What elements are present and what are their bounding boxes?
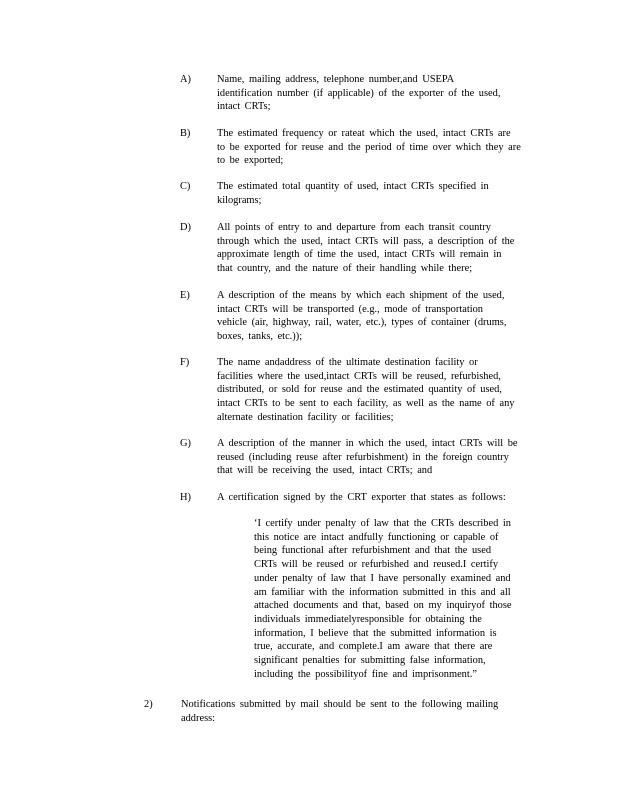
list-item-e — [180, 289, 545, 344]
list-item-c — [180, 180, 545, 207]
list-item-g — [180, 437, 545, 478]
item-text: Name, mailing address, telephone number,and USEPA identification number (if applicable) of the exporter of the used, intact CRTs; — [217, 74, 501, 113]
item-label: C) — [180, 181, 191, 192]
certification-quote: ‘I certify under penalty of law that the CRTs described in this notice are intact andfully functioning or capable of being functional after refurbishment and that the used CRTs will be reused or refurbished and reused.I certify under penalty of law that I have personally examined and am familiar with the information submitted in this and all attached documents and that, based on my inquiryof those individuals immediatelyresponsible for obtaining the information, I believe that the submitted information is true, accurate, and complete.I am aware that there are significant penalties for submitting false information, including the possibilityof fine and imprisonment.” — [254, 518, 512, 680]
item-text: The estimated frequency or rateat which the used, intact CRTs are to be exported for reuse and the period of time over which they are to be exported; — [217, 128, 521, 167]
item-text: A certification signed by the CRT exporter that states as follows: — [217, 492, 506, 503]
item-label: D) — [180, 222, 191, 233]
list-item-a — [180, 73, 545, 114]
list-item-b — [180, 127, 545, 168]
item-label: A) — [180, 74, 191, 85]
item-text: Notifications submitted by mail should be sent to the following mailing address: — [181, 699, 499, 724]
numbered-item-2 — [144, 698, 544, 725]
list-item-d — [180, 221, 545, 276]
item-text: All points of entry to and departure from each transit country through which the used, intact CRTs will pass, a description of the approximate length of time the used, intact CRTs will remain in that country, and the nature of their handling while there; — [217, 222, 515, 275]
item-label: E) — [180, 290, 190, 301]
list-item-f — [180, 356, 545, 425]
item-label: H) — [180, 492, 191, 503]
item-text: A description of the manner in which the used, intact CRTs will be reused (including reuse after refurbishment) in the foreign country that will be receiving the used, intact CRTs; and — [217, 438, 518, 477]
item-label: B) — [180, 128, 191, 139]
item-label: G) — [180, 438, 191, 449]
item-text: A description of the means by which each shipment of the used, intact CRTs will be transported (e.g., mode of transportation vehicle (air, highway, rail, water, etc.), types of container (drums, boxes, tanks, etc.)); — [217, 290, 507, 343]
list-item-h — [180, 491, 545, 505]
item-label: 2) — [144, 699, 153, 710]
item-text: The name andaddress of the ultimate destination facility or facilities where the used,intact CRTs will be reused, refurbished, distributed, or sold for reuse and the estimated quantity of used, intact CRTs to be sent to each facility, as well as the name of any alternate destination facility or facilities; — [217, 357, 515, 423]
item-text: The estimated total quantity of used, intact CRTs specified in kilograms; — [217, 181, 489, 206]
item-label: F) — [180, 357, 190, 368]
